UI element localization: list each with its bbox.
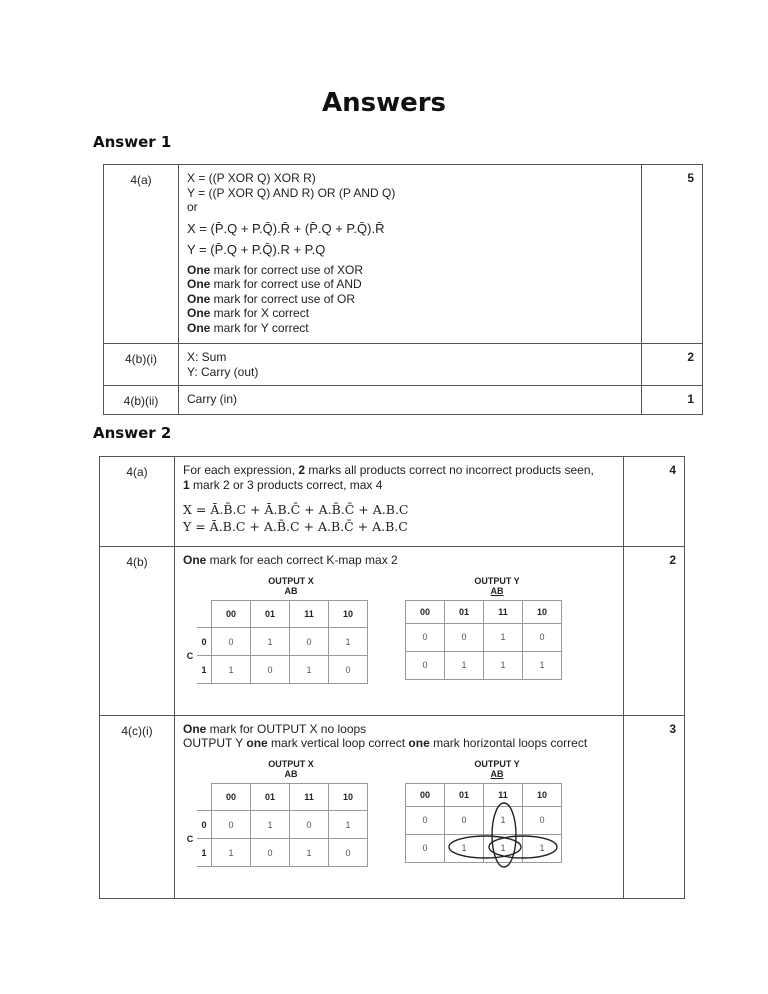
answer-cell <box>175 715 624 898</box>
table-row <box>100 715 685 898</box>
answer-line: or <box>187 200 198 214</box>
marks-cell: 3 <box>624 715 685 898</box>
kmap-x: 00 01 11 10 C 0 0 1 0 1 1 1 0 1 0 <box>183 783 368 868</box>
table-row <box>104 386 703 415</box>
horizontal-loop-left <box>449 836 521 858</box>
marks-cell: 2 <box>642 344 703 386</box>
question-number: 4(a) <box>104 165 179 344</box>
question-number: 4(a) <box>100 457 175 547</box>
marking-line: One mark for correct use of AND <box>187 277 362 291</box>
marking-line: One mark for correct use of OR <box>187 291 356 306</box>
y-expression: Y = Ā.B.C + A.B̄.C + A.B.C̄ + A.B.C <box>183 519 408 534</box>
answer-line: One mark for each correct K-map max 2 <box>183 553 398 567</box>
answer-cell <box>179 386 642 415</box>
answer-line: 1 mark 2 or 3 products correct, max 4 <box>183 477 383 492</box>
answer-cell <box>175 457 624 547</box>
question-number: 4(b) <box>100 547 175 716</box>
kmap-x: 00 01 11 10 C 0 0 1 0 1 1 1 0 1 0 <box>183 600 368 685</box>
x-expression: X = (P̄.Q + P.Q̄).R̄ + (P̄.Q + P.Q̄).R̄ <box>187 220 385 236</box>
marking-line: One mark for correct use of XOR <box>187 262 364 277</box>
answer-line: OUTPUT Y one mark vertical loop correct one mark horizontal loops correct <box>183 736 588 750</box>
answer-2-table <box>99 456 685 899</box>
answer-line: X = ((P XOR Q) XOR R) <box>187 171 316 185</box>
y-expression: Y = (P̄.Q + P.Q̄).R + P.Q <box>187 241 326 257</box>
marks-cell: 2 <box>624 547 685 716</box>
question-number: 4(c)(i) <box>100 715 175 898</box>
kmap-y: 00 01 11 10 0 0 1 0 0 1 1 1 <box>405 783 562 863</box>
horizontal-loop-right <box>489 836 557 858</box>
answer-2-heading: Answer 2 <box>93 424 172 442</box>
kmap-y-label: OUTPUT Y AB <box>474 758 520 779</box>
answer-line: Carry (in) <box>187 392 237 406</box>
kmap-x-label: OUTPUT X AB <box>268 575 314 596</box>
kmap-loops <box>405 783 575 873</box>
answer-line: Y = ((P XOR Q) AND R) OR (P AND Q) <box>187 185 396 200</box>
answer-1-table <box>103 164 703 415</box>
kmap-y-label: OUTPUT Y AB <box>474 575 520 596</box>
page-title: Answers <box>321 88 447 118</box>
x-expression: X = Ā.B̄.C + Ā.B.C̄ + A.B̄.C̄ + A.B.C <box>183 502 409 517</box>
answer-line: One mark for OUTPUT X no loops <box>183 721 367 736</box>
kmap-pair-looped <box>183 757 615 892</box>
answer-line: X: Sum <box>187 350 227 364</box>
answer-line: For each expression, 2 marks all products correct no incorrect products seen, <box>183 463 594 477</box>
kmap-pair <box>183 574 615 709</box>
table-row <box>104 165 703 344</box>
marks-cell: 1 <box>642 386 703 415</box>
marks-cell: 4 <box>624 457 685 547</box>
answer-1-heading: Answer 1 <box>93 133 172 151</box>
marking-line: One mark for Y correct <box>187 320 309 335</box>
answer-cell <box>179 165 642 344</box>
question-number: 4(b)(ii) <box>104 386 179 415</box>
answer-cell <box>175 547 624 716</box>
table-row <box>100 547 685 716</box>
marks-cell: 5 <box>642 165 703 344</box>
kmap-y: 00 01 11 10 0 0 1 0 0 1 1 1 <box>405 600 562 680</box>
answer-cell <box>179 344 642 386</box>
kmap-x-label: OUTPUT X AB <box>268 758 314 779</box>
table-row <box>104 344 703 386</box>
marking-line: One mark for X correct <box>187 306 310 320</box>
answer-line: Y: Carry (out) <box>187 364 259 379</box>
question-number: 4(b)(i) <box>104 344 179 386</box>
table-row <box>100 457 685 547</box>
